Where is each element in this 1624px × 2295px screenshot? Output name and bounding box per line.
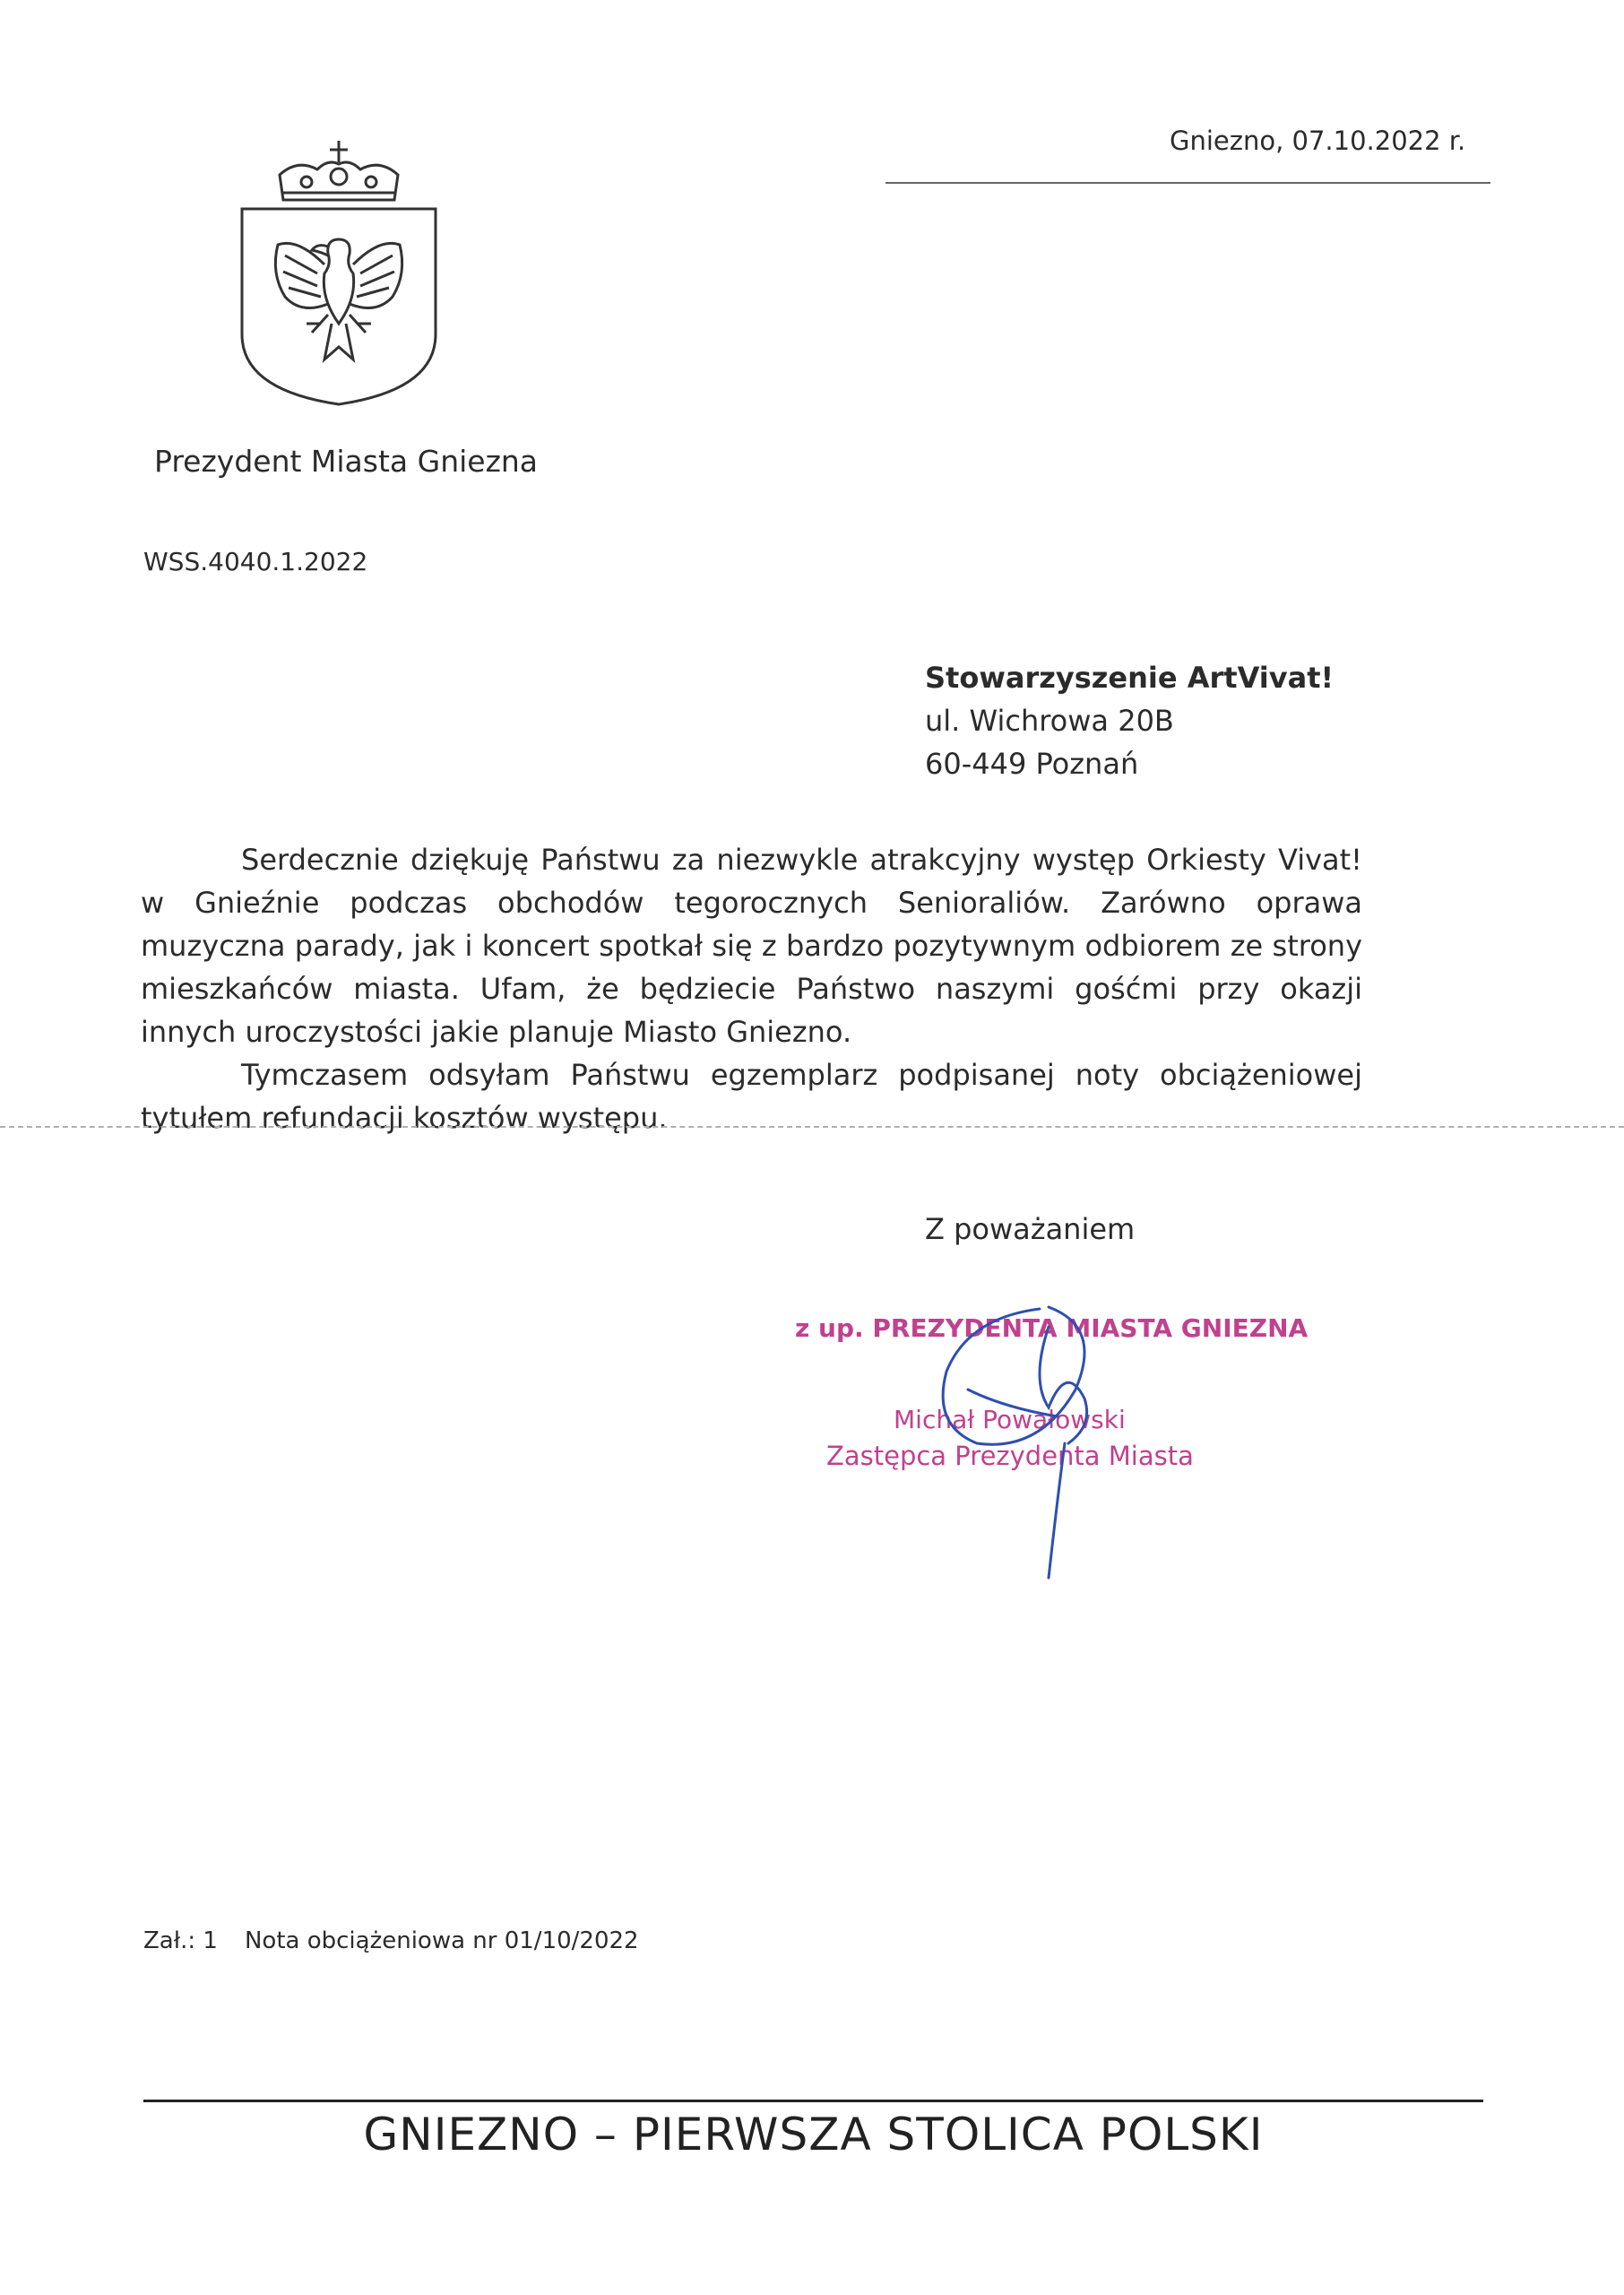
date-divider <box>885 182 1490 184</box>
body-paragraph-1: Serdecznie dziękuję Państwu za niezwykle atrakcyjny występ Orkiesty Vivat! w Gnieźnie podczas obchodów tegorocznych Senioraliów. Zarówno oprawa muzyczna parady, jak i koncert spotkał się z bardzo pozytywnym odbiorem ze strony mieszkańców miasta. Ufam, że będziecie Państwo naszymi gośćmi przy okazji innych uroczystości jakie planuje Miasto Gniezno. <box>141 843 1362 1049</box>
recipient-street: ul. Wichrowa 20B <box>925 704 1174 738</box>
stamp-line-2: Michał Powałowski <box>894 1405 1126 1434</box>
eagle-coat-of-arms-icon <box>235 139 443 408</box>
attachment-note <box>143 1927 639 1954</box>
scan-artifact-line <box>0 1126 1624 1128</box>
body-paragraph-2: Tymczasem odsyłam Państwu egzemplarz podpisanej noty obciążeniowej tytułem refundacji kosztów występu. <box>141 1058 1362 1135</box>
footer-divider <box>143 2100 1483 2102</box>
sender-title: Prezydent Miasta Gniezna <box>154 444 539 479</box>
letter-body <box>141 838 1362 1139</box>
recipient-address <box>925 656 1334 785</box>
footer-slogan: GNIEZNO – PIERWSZA STOLICA POLSKI <box>363 2109 1264 2161</box>
handwritten-signature <box>914 1291 1120 1587</box>
recipient-city: 60-449 Poznań <box>925 747 1139 781</box>
closing-greeting: Z poważaniem <box>925 1212 1136 1246</box>
attachment-label: Zał.: 1 <box>143 1927 218 1954</box>
stamp-line-3: Zastępca Prezydenta Miasta <box>826 1441 1194 1471</box>
reference-number: WSS.4040.1.2022 <box>143 547 368 576</box>
recipient-name: Stowarzyszenie ArtVivat! <box>925 661 1335 695</box>
stamp-line-1: z up. PREZYDENTA MIASTA GNIEZNA <box>795 1313 1309 1343</box>
letter-date: Gniezno, 07.10.2022 r. <box>1170 126 1466 156</box>
attachment-text: Nota obciążeniowa nr 01/10/2022 <box>244 1927 639 1954</box>
